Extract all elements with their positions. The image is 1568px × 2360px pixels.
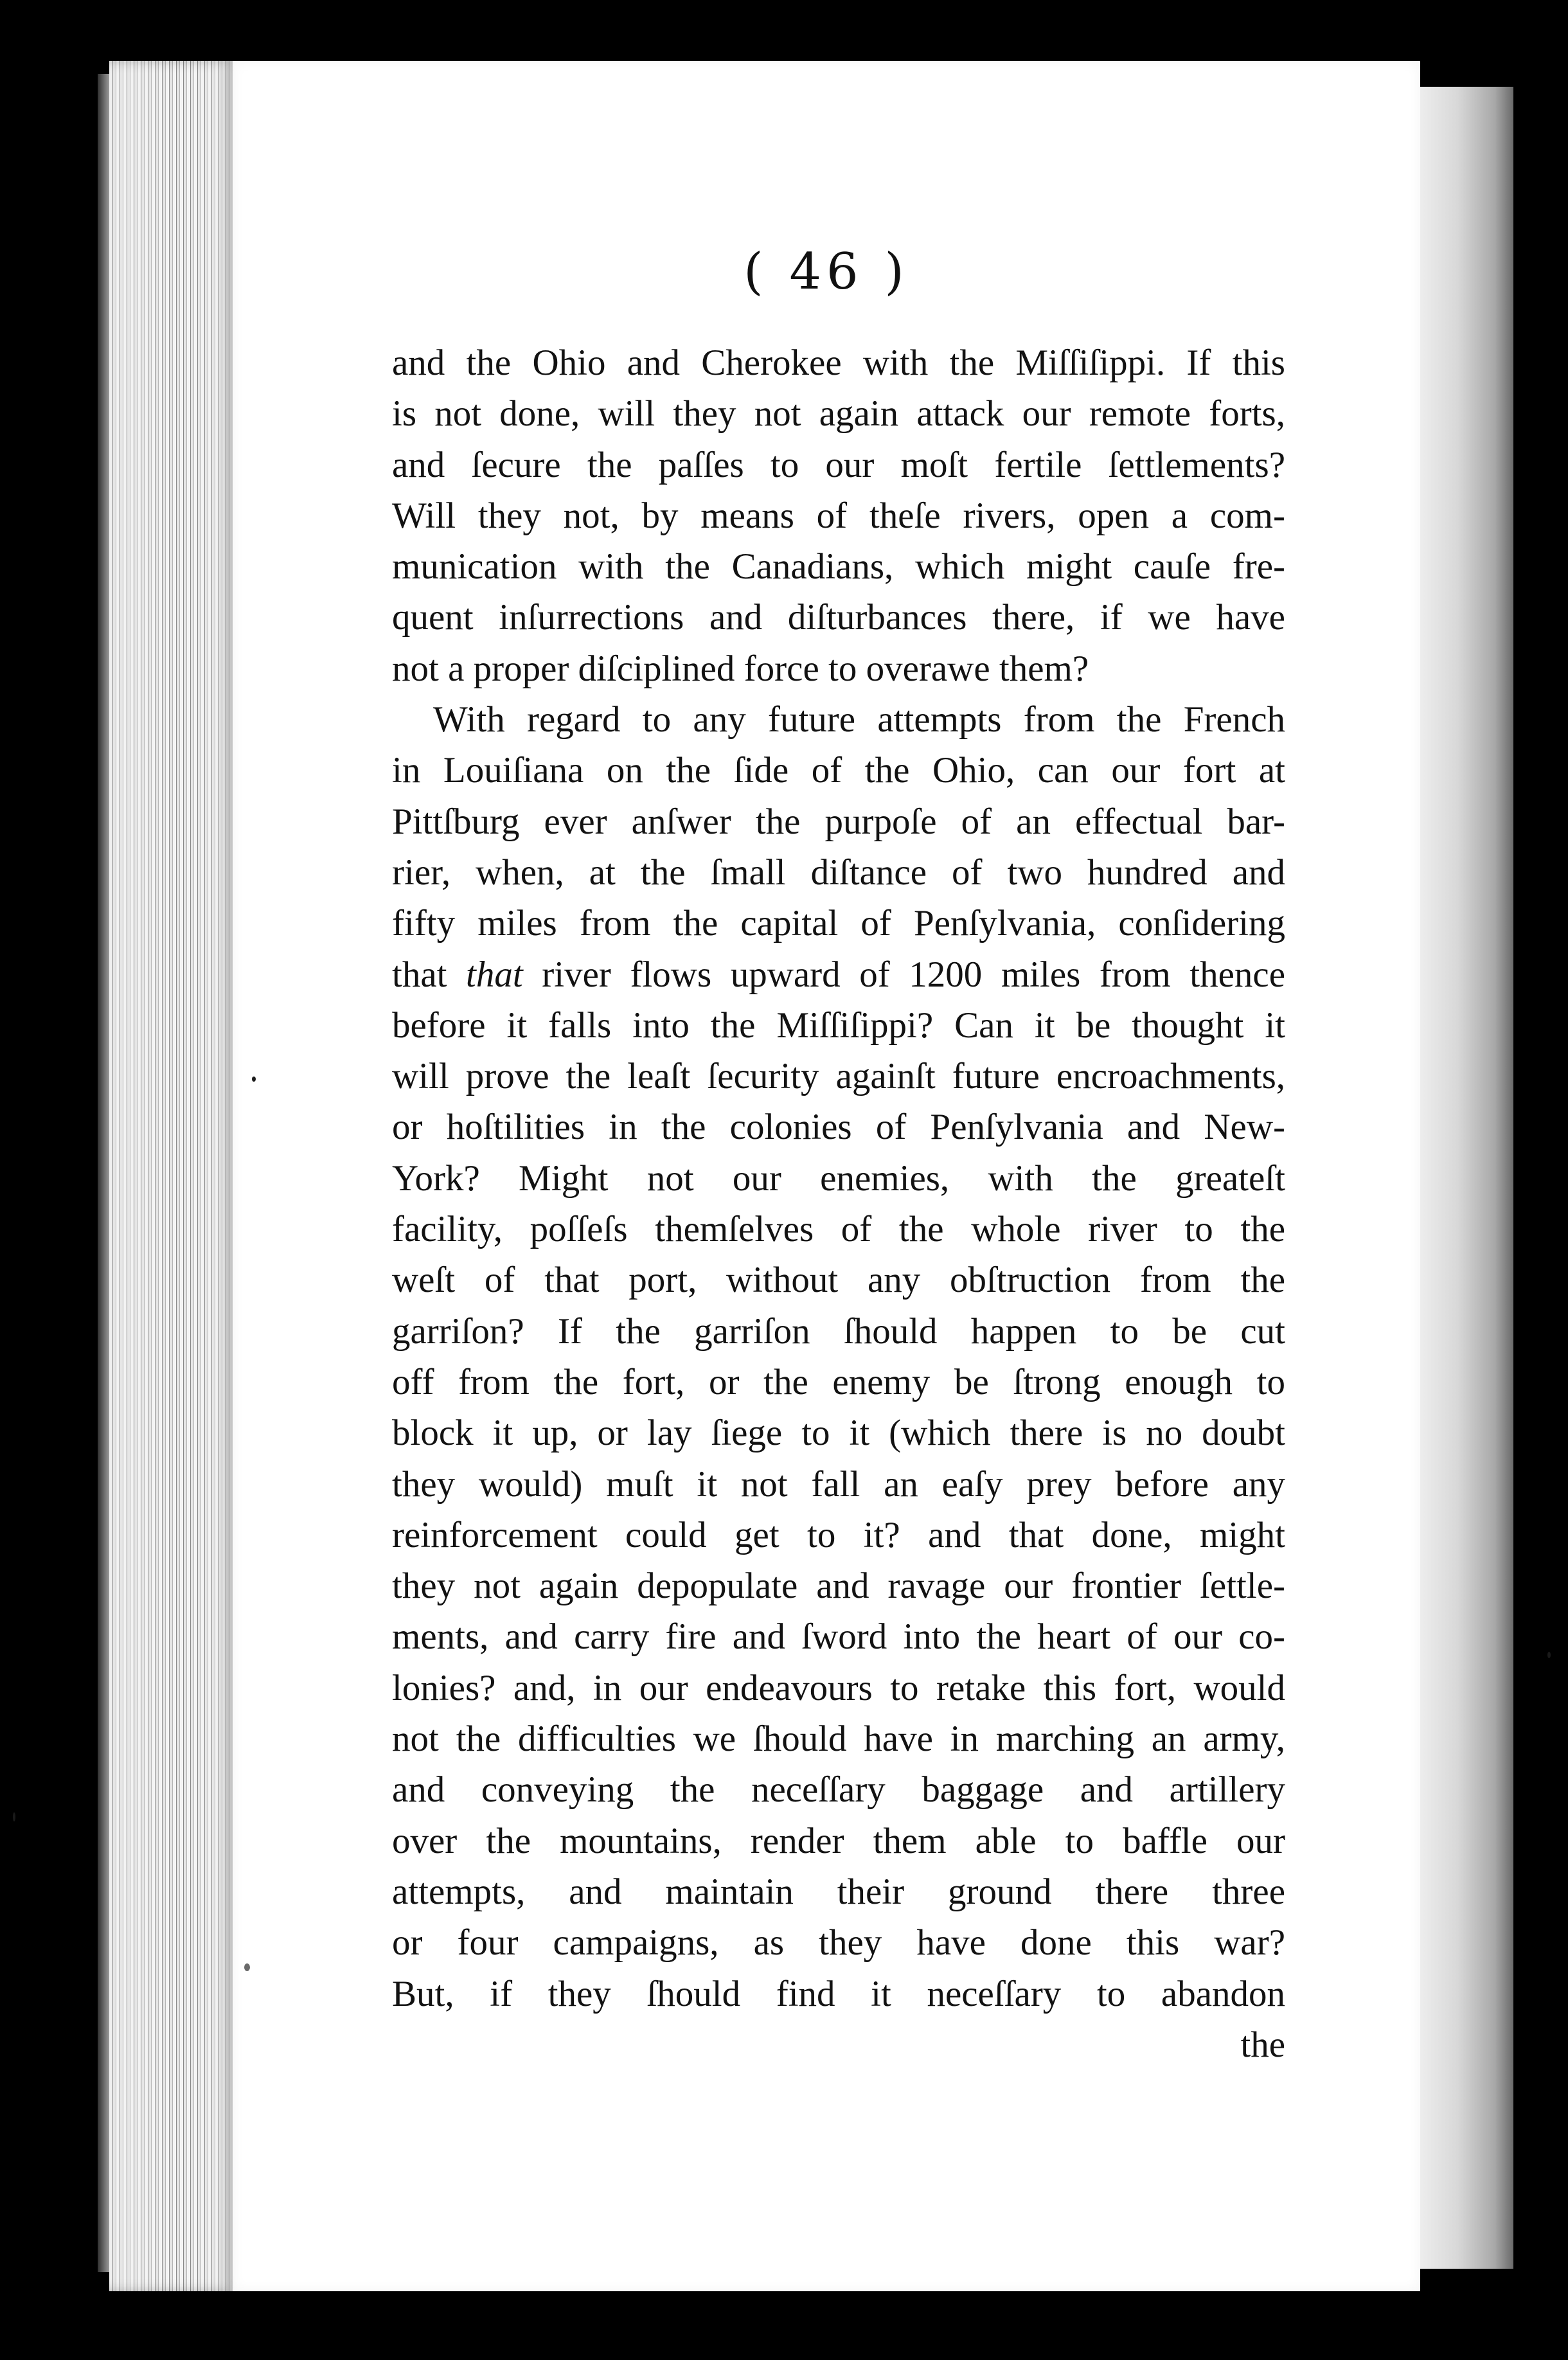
text-line: reinforcement could get to it? and that done, might [392, 1514, 1285, 1555]
text-line: But, if they ſhould find it neceſſary to abandon [392, 1973, 1285, 2014]
text-line: munication with the Canadians, which might cauſe fre- [392, 546, 1285, 587]
scan-speck [252, 1077, 256, 1082]
text-line: fifty miles from the capital of Penſylvania, conſidering [392, 903, 1285, 944]
page-number-header: ( 46 ) [744, 243, 909, 301]
text-line: before it falls into the Miſſiſippi? Can it be thought it [392, 1005, 1285, 1046]
text-line: or four campaigns, as they have done this war? [392, 1922, 1285, 1963]
scan-speck [13, 1812, 15, 1821]
text-line: not a proper diſciplined force to overawe them? [392, 648, 1089, 689]
text-line: or hoſtilities in the colonies of Penſylvania and New- [392, 1107, 1285, 1148]
text-line: attempts, and maintain their ground there three [392, 1871, 1285, 1912]
text-line: off from the fort, or the enemy be ſtrong enough to [392, 1361, 1285, 1402]
text-line: ments, and carry fire and ſword into the heart of our co- [392, 1616, 1285, 1658]
text-line: and conveying the neceſſary baggage and artillery [392, 1769, 1285, 1810]
text-line: quent inſurrections and diſturbances there, if we have [392, 597, 1285, 638]
text-line: not the difficulties we ſhould have in marching an army, [392, 1719, 1285, 1760]
text-line: Will they not, by means of theſe rivers, open a com- [392, 495, 1285, 536]
text-line: block it up, or lay ſiege to it (which there is no doubt [392, 1413, 1285, 1454]
emphasis: that [466, 954, 523, 995]
page-curl-shadow [1420, 87, 1513, 2269]
text-line: weſt of that port, without any obſtruction from the [392, 1260, 1285, 1301]
scan-speck [244, 1963, 250, 1971]
text-line: garriſon? If the garriſon ſhould happen to be cut [392, 1310, 1285, 1352]
text-line: they not again depopulate and ravage our frontier ſettle- [392, 1566, 1285, 1607]
text-line: rier, when, at the ſmall diſtance of two hundred and [392, 852, 1285, 893]
text-line: that that river flows upward of 1200 miles from thence [392, 954, 1285, 995]
body-text [392, 337, 1285, 2070]
text-line: Pittſburg ever anſwer the purpoſe of an effectual bar- [392, 801, 1285, 842]
text-line: York? Might not our enemies, with the greateſt [392, 1158, 1285, 1199]
text-line: will prove the leaſt ſecurity againſt future encroachments, [392, 1056, 1285, 1097]
book-page [233, 61, 1420, 2291]
text-line: is not done, will they not again attack our remote forts, [392, 393, 1285, 434]
text-line: and the Ohio and Cherokee with the Miſſiſippi. If this [392, 343, 1285, 383]
catchword: the [1240, 2024, 1285, 2065]
text-line: and ſecure the paſſes to our moſt fertile ſettlements? [392, 444, 1285, 485]
text-line: With regard to any future attempts from the French [433, 699, 1285, 740]
text-line: they would) muſt it not fall an eaſy prey before any [392, 1463, 1285, 1505]
text-line: over the mountains, render them able to baffle our [392, 1820, 1285, 1861]
text-line: facility, poſſeſs themſelves of the whole river to the [392, 1209, 1285, 1250]
page-edges [109, 61, 235, 2291]
scan-speck [1547, 1652, 1551, 1658]
text-line: lonies? and, in our endeavours to retake this fort, would [392, 1667, 1285, 1708]
text-line: in Louiſiana on the ſide of the Ohio, can our fort at [392, 750, 1285, 791]
